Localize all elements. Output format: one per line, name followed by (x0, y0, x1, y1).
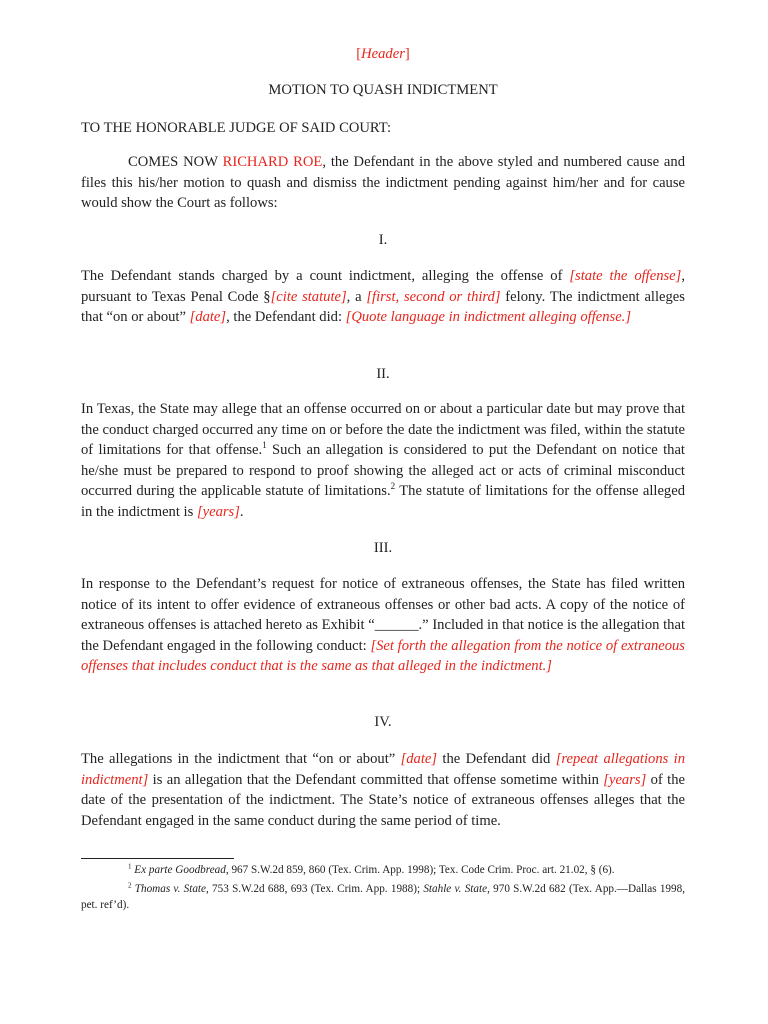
footnote-separator (81, 858, 234, 859)
section-heading-4: IV. (374, 714, 392, 730)
section-2-paragraph: In Texas, the State may allege that an offense occurred on or about a particular date but may prove that the conduct charged occurred any time on or before the date the indictment was filed, within the statute of limitations for that offense.$^1$ Such an allegation is considered to put the Defendant on notice that he/she must be prepared to respond to proof showing the alleged act or acts of criminal misconduct occurred during the applicable statute of limitations.$^2$ The statute of limitations for the offense alleged in the indictment is [years]. (81, 401, 685, 520)
defendant-name: RICHARD ROE (222, 154, 323, 170)
footnote-1: $^1$ Ex parte Goodbread, 967 S.W.2d 859, 860 (Tex. Crim. App. 1998); Tex. Code Crim. Proc. art. 21.02, § (6). (128, 862, 615, 876)
salutation: TO THE HONORABLE JUDGE OF SAID COURT: (81, 120, 392, 136)
section-heading-1: I. (378, 232, 388, 248)
footnote-ref-2[interactable]: 2 (390, 481, 396, 492)
footnote-2: $^2$ Thomas v. State, 753 S.W.2d 688, 693 (Tex. Crim. App. 1988); Stahle v. State, 970 S.W.2d 682 (Tex. App.—Dallas 1998, pet. ref’d). (81, 881, 685, 911)
document-title: MOTION TO QUASH INDICTMENT (268, 82, 498, 98)
footnote-ref-1[interactable]: 1 (262, 440, 267, 451)
section-4-paragraph: The allegations in the indictment that “on or about” [date] the Defendant did [repeat allegations in indictment] is an allegation that the Defendant committed that offense sometime within [years] of the date of the presentation of the indictment. The State’s notice of extraneous offenses alleges that the Defendant engaged in the same conduct during the same period of time. (81, 751, 685, 829)
section-3-paragraph: In response to the Defendant’s request for notice of extraneous offenses, the State has filed written notice of its intent to offer evidence of extraneous offenses or other bad acts. A copy of the notice of extraneous offenses is attached hereto as Exhibit “______.” Included in that notice is the allegation that the Defendant engaged in the following conduct: [Set forth the allegation from the notice of extraneous offenses that includes conduct that is the same as that alleged in the indictment.] (81, 576, 685, 674)
section-heading-3: III. (373, 540, 393, 556)
section-1-paragraph: The Defendant stands charged by a count indictment, alleging the offense of [state the offense], pursuant to Texas Penal Code §[cite statute], a [first, second or third] felony. The indictment alleges that “on or about” [date], the Defendant did: [Quote language in indictment alleging offense.] (81, 268, 685, 325)
intro-paragraph: COMES NOW RICHARD ROE, the Defendant in the above styled and numbered cause and files this his/her motion to quash and dismiss the indictment pending against him/her and for cause would show the Court as follows: (81, 154, 685, 211)
header-placeholder: [Header] (356, 46, 410, 62)
section-heading-2: II. (376, 366, 390, 382)
